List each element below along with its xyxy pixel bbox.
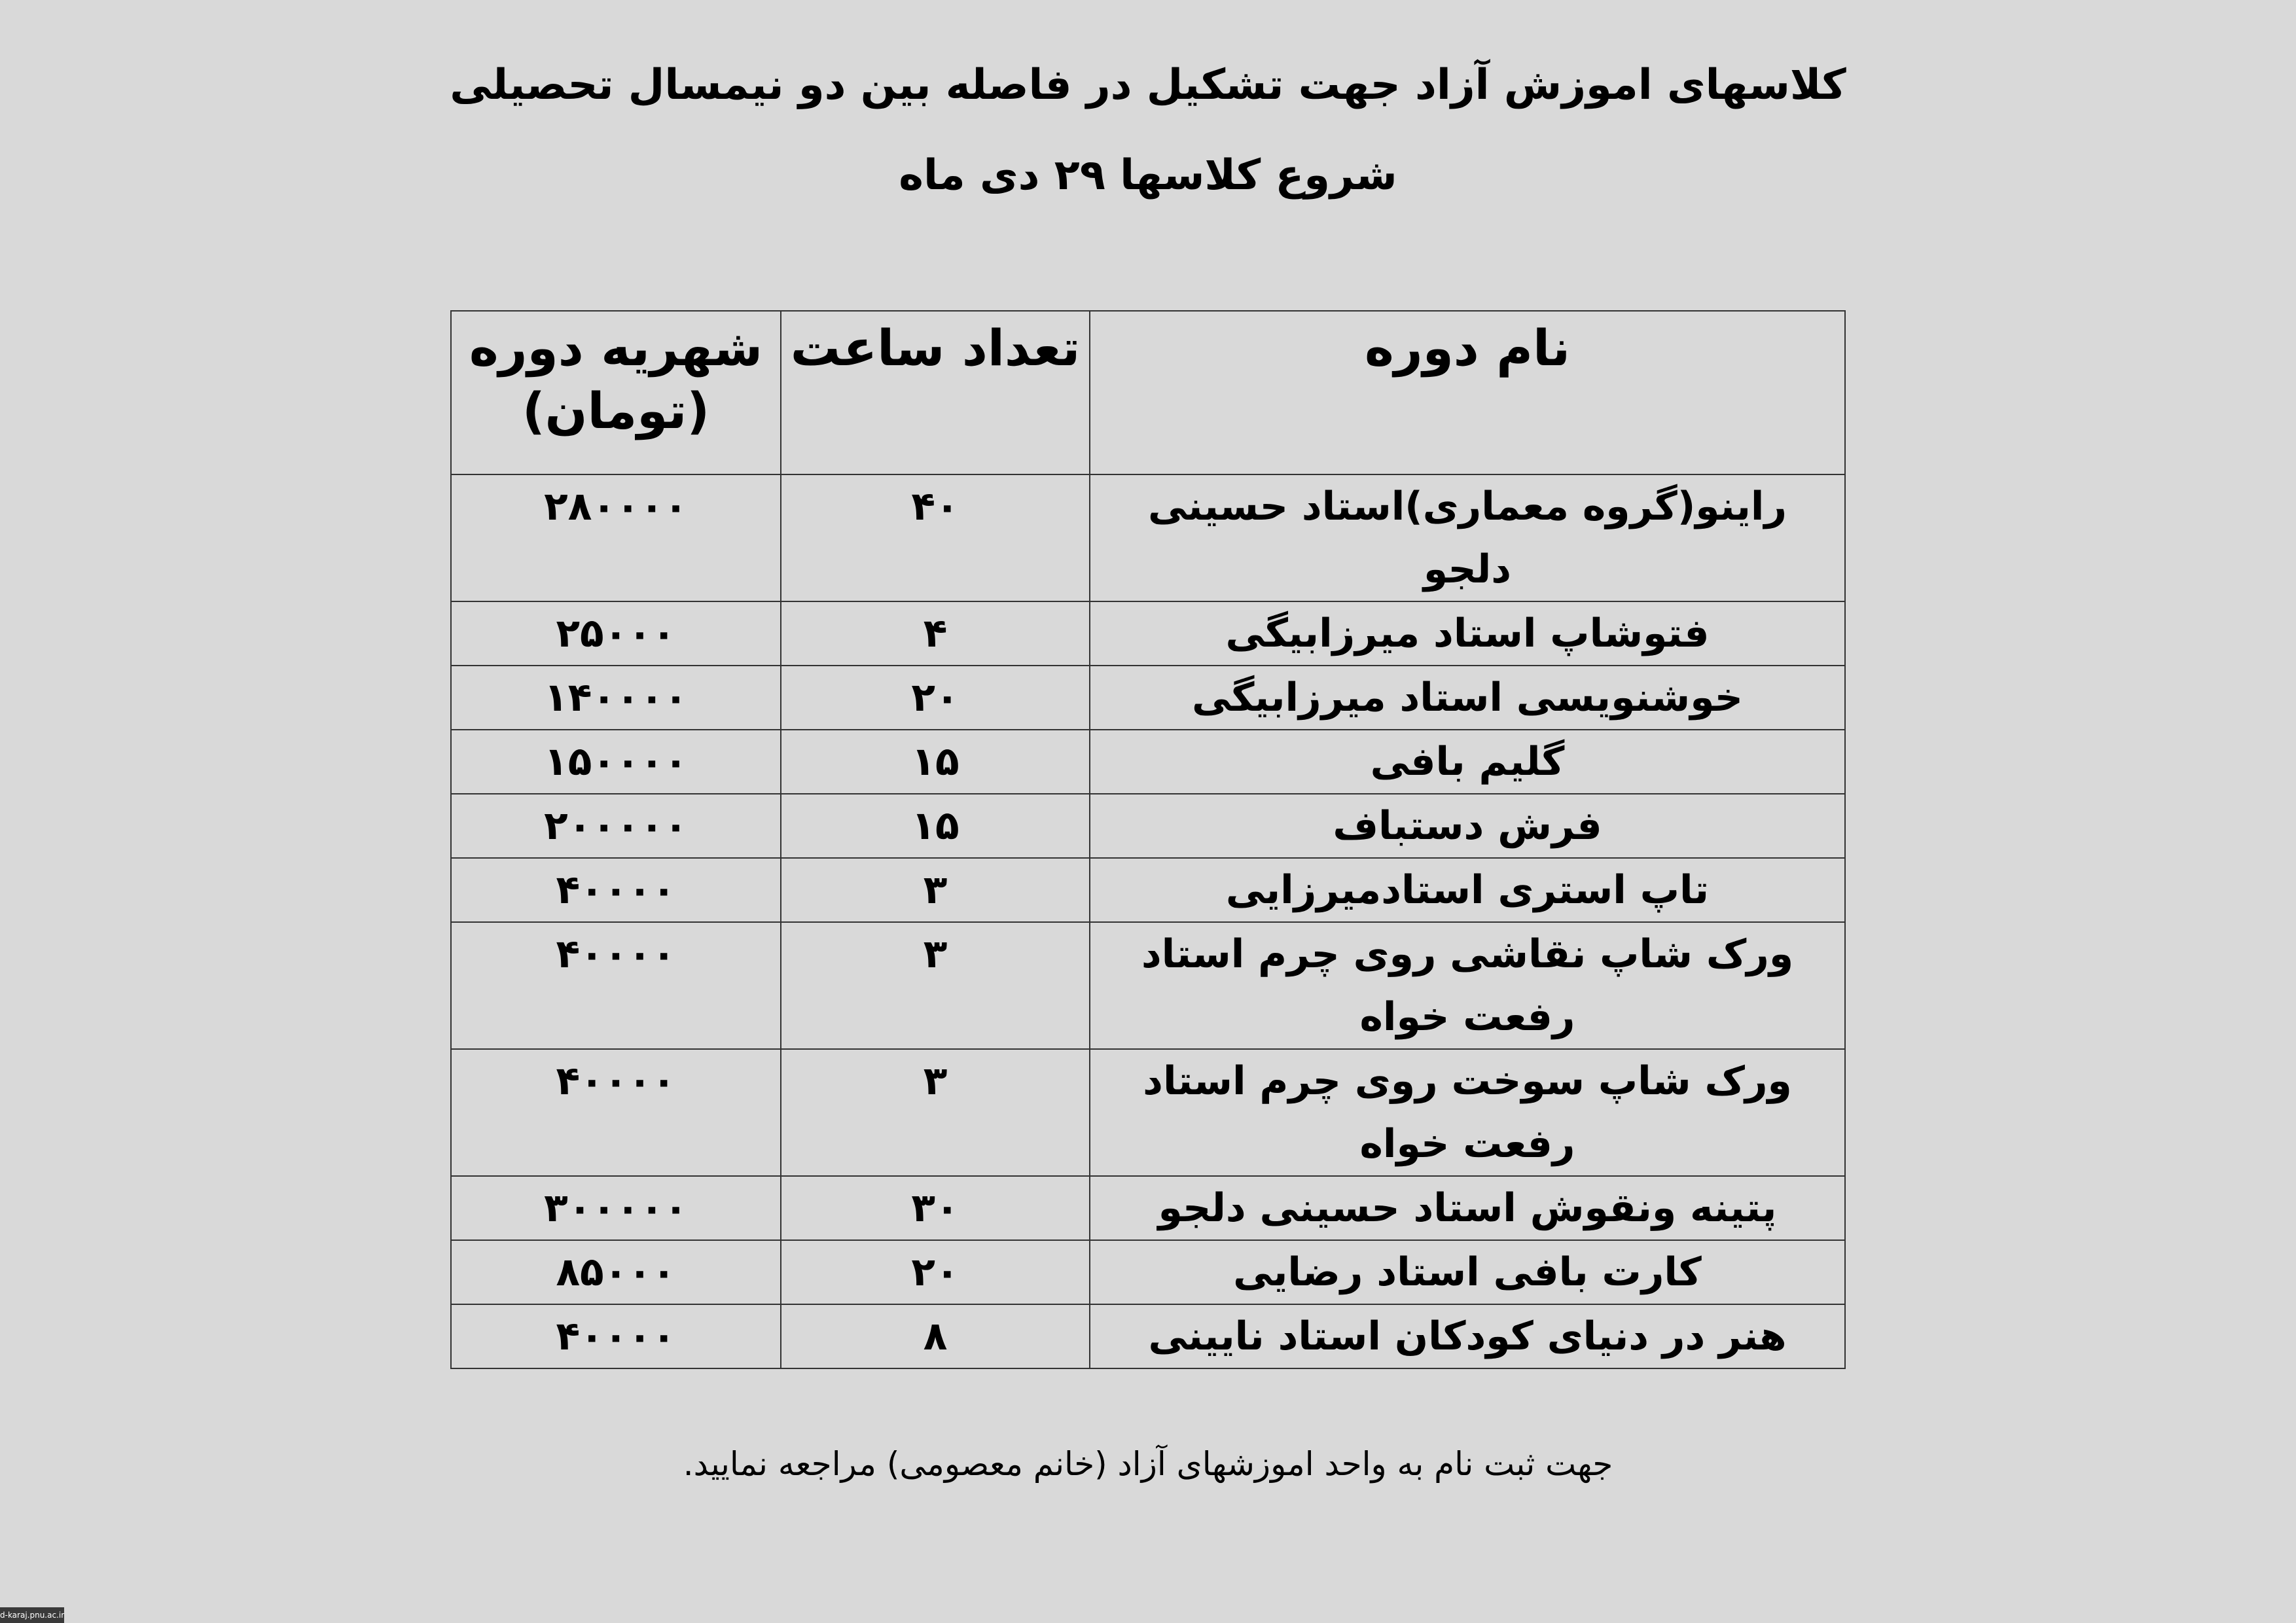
table-row [451,922,1845,1049]
table-row [451,794,1845,858]
course-hours: ۲۰ [781,666,1090,730]
course-name: پتینه ونقوش استاد حسینی دلجو [1090,1176,1845,1240]
table-header-row [451,311,1845,474]
course-hours: ۲۰ [781,1240,1090,1304]
course-fee: ۲۸۰۰۰۰ [451,474,781,601]
table-row [451,474,1845,601]
course-name: راینو(گروه معماری)استاد حسینی دلجو [1090,474,1845,601]
course-fee: ۲۵۰۰۰ [451,601,781,666]
table-row [451,601,1845,666]
course-name: تاپ استری استادمیرزایی [1090,858,1845,922]
course-hours: ۴ [781,601,1090,666]
course-fee: ۱۵۰۰۰۰ [451,730,781,794]
header-course-name: نام دوره [1090,311,1845,474]
table-row [451,1240,1845,1304]
course-name: هنر در دنیای کودکان استاد نایینی [1090,1304,1845,1368]
course-hours: ۳۰ [781,1176,1090,1240]
table-row [451,730,1845,794]
course-name: ورک شاپ سوخت روی چرم استاد رفعت خواه [1090,1049,1845,1176]
course-name: کارت بافی استاد رضایی [1090,1240,1845,1304]
page-subtitle: شروع کلاسها ۲۹ دی ماه [899,151,1397,200]
course-name: فرش دستباف [1090,794,1845,858]
course-name: ورک شاپ نقاشی روی چرم استاد رفعت خواه [1090,922,1845,1049]
table-row [451,1049,1845,1176]
courses-table [450,310,1846,1369]
course-name: گلیم بافی [1090,730,1845,794]
course-hours: ۳ [781,922,1090,1049]
course-name: فتوشاپ استاد میرزابیگی [1090,601,1845,666]
table-row [451,1176,1845,1240]
course-fee: ۳۰۰۰۰۰ [451,1176,781,1240]
course-hours: ۳ [781,858,1090,922]
page-title: کلاسهای اموزش آزاد جهت تشکیل در فاصله بین دو نیمسال تحصیلی [450,61,1846,109]
registration-note: جهت ثبت نام به واحد اموزشهای آزاد (خانم معصومی) مراجعه نمایید. [683,1445,1613,1483]
course-fee: ۴۰۰۰۰ [451,1304,781,1368]
course-fee: ۲۰۰۰۰۰ [451,794,781,858]
course-fee: ۴۰۰۰۰ [451,922,781,1049]
table-row [451,858,1845,922]
course-name: خوشنویسی استاد میرزابیگی [1090,666,1845,730]
course-fee: ۱۴۰۰۰۰ [451,666,781,730]
table-row [451,1304,1845,1368]
course-hours: ۴۰ [781,474,1090,601]
header-hours: تعداد ساعت [781,311,1090,474]
table-row [451,666,1845,730]
course-fee: ۴۰۰۰۰ [451,858,781,922]
course-fee: ۸۵۰۰۰ [451,1240,781,1304]
course-hours: ۱۵ [781,730,1090,794]
course-hours: ۱۵ [781,794,1090,858]
site-watermark-logo: d-karaj.pnu.ac.ir [0,1607,64,1623]
header-fee: شهریه دوره (تومان) [451,311,781,474]
course-fee: ۴۰۰۰۰ [451,1049,781,1176]
course-hours: ۸ [781,1304,1090,1368]
course-hours: ۳ [781,1049,1090,1176]
